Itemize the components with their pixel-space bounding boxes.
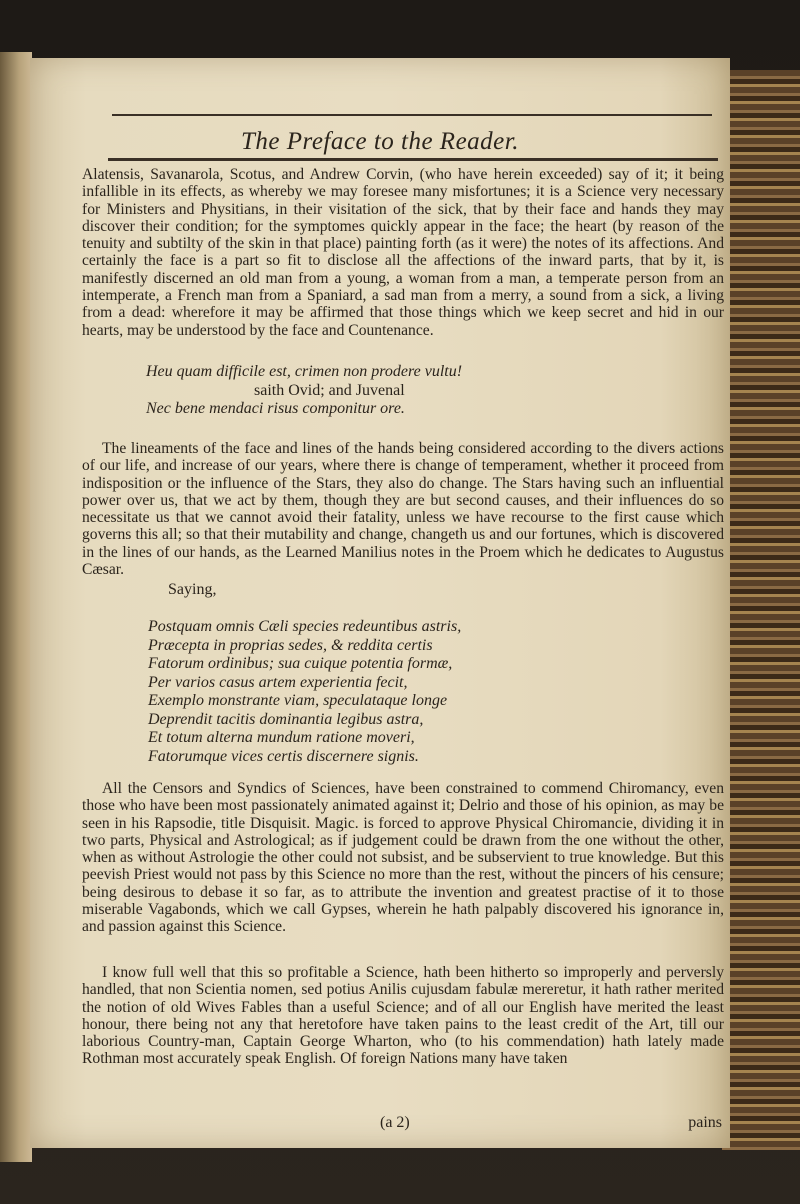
verse-block-1 xyxy=(146,363,462,419)
paragraph-2 xyxy=(82,440,724,578)
signature-mark: (a 2) xyxy=(380,1114,410,1131)
catchword: pains xyxy=(688,1114,722,1131)
verse-2-line-5: Exemplo monstrante viam, speculataque longe xyxy=(148,692,448,709)
header-rule xyxy=(108,158,718,161)
paragraph-4 xyxy=(82,964,724,1068)
top-rule xyxy=(112,114,712,116)
paragraph-2-text: The lineaments of the face and lines of the hands being considered according to the divers actions of our life, and increase of our years, where there is change of temperament, whether it proceed from indisposition or the influence of the Stars, they also do change. The Stars having such an influential power over us, that we act by them, though they are but second causes, and their influences do so necessitate us that we cannot avoid their fatality, unless we have recourse to the first cause which governs this all; so that their mutability and change, changeth us and our fortunes, which is discovered in the lines of our hands, as the Learned Manilius notes in the Proem which he dedicates to Augustus Cæsar. xyxy=(82,440,724,579)
verse-1-line-3: Nec bene mendaci risus componitur ore. xyxy=(146,400,405,417)
paragraph-3-text: All the Censors and Syndics of Sciences, have been constrained to commend Chiromancy, even those who have been most passionately animated against it; Delrio and those of his opinion, as may be seen in his Rapsodie, title Disquisit. Magic. is forced to approve Physical Chiromancie, dividing it in two parts, Physical and Astrological; as if judgement could be drawn from the one without the other, when as without Astrologie the other could not subsist, and be subservient to true knowledge. But this peevish Priest would not pass by this Science no more than the rest, without the pincers of his censure; being desirous to debase it so far, as to attribute the invention and greatest practise of it to those miserable Vagabonds, which we call Gypses, wherein he hath palpably discovered his ignorance in, and passion against this Science. xyxy=(82,780,724,936)
paragraph-1-text: Alatensis, Savanarola, Scotus, and Andrew Corvin, (who have herein exceeded) say of it; it being infallible in its effects, as whereby we may foresee many misfortunes; it is a Science very necessary for Ministers and Physitians, in their visitation of the sick, that by their face and hands they may discover their condition; for the symptomes quickly appear in the face; the heart (by reason of the tenuity and subtilty of the skin in that place) painting forth (as it were) the notes of its affections. And certainly the face is a part so fit to disclose all the affections of the inward parts, that by it, is manifestly discerned an old man from a young, a woman from a man, a temperate person from an intemperate, a French man from a Spaniard, a sad man from a merry, a sound from a sick, a living from a dead: wherefore it may be affirmed that those things which we keep secret and hid in our hearts, may be understood by the face and Countenance. xyxy=(82,166,724,339)
verse-2-line-4: Per varios casus artem experientia fecit, xyxy=(148,673,408,691)
running-head: The Preface to the Reader. xyxy=(241,128,519,155)
verse-2-line-8: Fatorumque vices certis discernere signis. xyxy=(148,747,419,765)
verse-1-line-2: saith Ovid; and Juvenal xyxy=(254,381,405,399)
book-page xyxy=(30,58,730,1148)
page-footer xyxy=(82,1114,722,1134)
verse-2-line-6: Deprendit tacitis dominantia legibus astra, xyxy=(148,710,424,728)
paragraph-3 xyxy=(82,780,724,936)
saying-label: Saying, xyxy=(168,581,217,598)
paragraph-4-text: I know full well that this so profitable a Science, hath been hitherto so improperly and perversly handled, that non Scientia nomen, sed potius Anilis cujusdam fabulæ mereretur, it hath rather merited the notion of old Wives Fables than a useful Science; and of all our English have merited the least honour, there being not any that heretofore have taken pains to the least credit of the Art, till our laborious Country-man, Captain George Wharton, who (to his commendation) hath lately made Rothman most accurately speak English. Of foreign Nations many have taken xyxy=(82,964,724,1068)
page-edges xyxy=(722,70,800,1150)
facing-page-edge xyxy=(0,52,32,1162)
verse-2-line-3: Fatorum ordinibus; sua cuique potentia formæ, xyxy=(148,655,453,672)
paragraph-1 xyxy=(82,166,724,339)
verse-1-line-1: Heu quam difficile est, crimen non prodere vultu! xyxy=(146,363,463,380)
verse-block-2 xyxy=(148,618,461,766)
verse-2-line-2: Præcepta in proprias sedes, & reddita certis xyxy=(148,636,433,654)
verse-2-line-1: Postquam omnis Cæli species redeuntibus astris, xyxy=(148,618,462,635)
verse-2-line-7: Et totum alterna mundum ratione moveri, xyxy=(148,729,415,746)
